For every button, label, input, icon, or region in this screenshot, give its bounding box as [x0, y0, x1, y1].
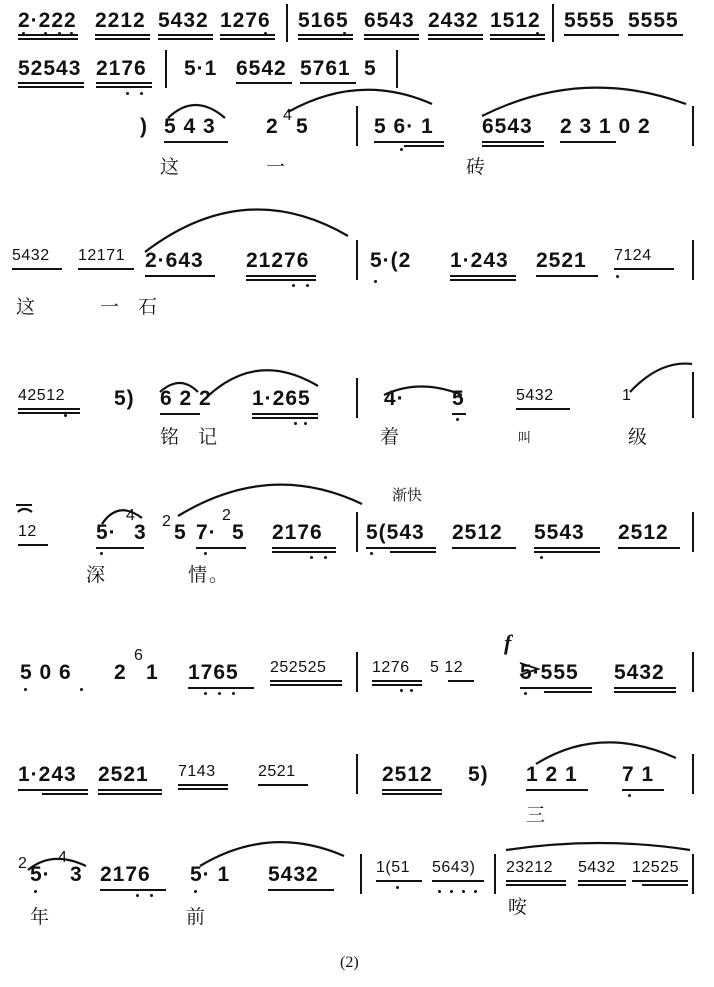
- note-group: 5: [452, 387, 465, 410]
- note-group: 2521: [258, 763, 296, 780]
- note-group: 5432: [614, 661, 665, 684]
- note-group: 2521: [536, 249, 587, 272]
- barline: [356, 754, 358, 794]
- lyric: 一: [266, 156, 288, 178]
- barline: [494, 854, 496, 894]
- note-group: 1276: [372, 659, 410, 676]
- note-group: 5543: [534, 521, 585, 544]
- grace-note: 4: [126, 507, 136, 524]
- lyric: 铭: [160, 426, 182, 448]
- note-group: 12: [18, 523, 37, 540]
- lyric: 前: [186, 906, 208, 928]
- lyric: 石: [138, 296, 160, 318]
- barline: [356, 106, 358, 146]
- lyric: 记: [198, 426, 220, 448]
- page-number: (2): [340, 954, 359, 971]
- grace-note: 4: [283, 107, 293, 124]
- note-group: 5643): [432, 859, 476, 876]
- note-group: 7124: [614, 247, 652, 264]
- note-group: 7 1: [622, 763, 655, 786]
- grace-note: 2: [18, 855, 28, 872]
- note-group: 1276: [220, 9, 271, 32]
- note-group: 5·555: [520, 661, 579, 684]
- note-group: 42512: [18, 387, 65, 404]
- note-group: 5432: [268, 863, 319, 886]
- note-group: 6543: [482, 115, 533, 138]
- note-group: 5: [174, 521, 187, 544]
- note-group: 6542: [236, 57, 287, 80]
- note-group: 4·: [384, 387, 405, 410]
- barline: [286, 4, 288, 42]
- lyric: 着: [380, 426, 402, 448]
- slur: [178, 485, 362, 516]
- note-group: 2·222: [18, 9, 77, 32]
- note-group: 5555: [628, 9, 679, 32]
- note-group: 2176: [96, 57, 147, 80]
- note-group: 5: [232, 521, 245, 544]
- barline: [360, 854, 362, 894]
- note-group: 2212: [95, 9, 146, 32]
- slur: [145, 210, 348, 252]
- note-group: 1: [146, 661, 159, 684]
- barline: [692, 512, 694, 552]
- lyric: 一: [100, 296, 122, 318]
- note-group: 5432: [578, 859, 616, 876]
- note-group: 2 3 1 0 2: [560, 115, 651, 138]
- note-group: 21276: [246, 249, 310, 272]
- note-group: 5165: [298, 9, 349, 32]
- note-group: 23212: [506, 859, 553, 876]
- note-group: 5 4 3: [164, 115, 216, 138]
- note-group: 1512: [490, 9, 541, 32]
- note-group: 2432: [428, 9, 479, 32]
- barline: [165, 50, 167, 88]
- note-group: 5·: [30, 863, 51, 886]
- grace-note: 2: [162, 513, 172, 530]
- barline: [356, 512, 358, 552]
- note-group: 5432: [12, 247, 50, 264]
- note-group: 3: [70, 863, 83, 886]
- note-group: 12171: [78, 247, 125, 264]
- note-group: 5·(2: [370, 249, 412, 272]
- note-group: 12525: [632, 859, 679, 876]
- lyric: 三: [526, 804, 548, 826]
- note-group: 5): [114, 387, 135, 410]
- note-group: 5: [364, 57, 377, 80]
- lyric: 这: [160, 156, 182, 178]
- note-group: 7143: [178, 763, 216, 780]
- slur: [506, 843, 690, 850]
- note-group: 1(51: [376, 859, 411, 876]
- lyric: 这: [16, 296, 38, 318]
- slur: [18, 509, 32, 512]
- grace-note: 6: [134, 647, 144, 664]
- note-group: 5·: [96, 521, 117, 544]
- barline: [692, 106, 694, 146]
- note-group: 3: [134, 521, 147, 544]
- note-group: 6 2 2: [160, 387, 212, 410]
- note-group: 2·643: [145, 249, 204, 272]
- lyric: 深: [86, 564, 108, 586]
- lyric: 叫: [518, 431, 534, 446]
- slur: [536, 742, 676, 764]
- slur: [482, 88, 686, 116]
- note-group: 1: [622, 387, 632, 404]
- note-group: 6543: [364, 9, 415, 32]
- lyric: 级: [628, 426, 650, 448]
- barline: [692, 372, 694, 418]
- note-group: 2176: [100, 863, 151, 886]
- note-group: ): [140, 115, 148, 138]
- note-group: 1·265: [252, 387, 311, 410]
- barline: [396, 50, 398, 88]
- barline: [356, 652, 358, 692]
- note-group: 252525: [270, 659, 327, 676]
- note-group: 5761: [300, 57, 351, 80]
- barline: [692, 754, 694, 794]
- note-group: 2: [266, 115, 279, 138]
- note-group: 5432: [516, 387, 554, 404]
- note-group: 5555: [564, 9, 615, 32]
- barline: [692, 240, 694, 280]
- note-group: 1·243: [18, 763, 77, 786]
- grace-note: 4: [58, 849, 68, 866]
- lyric: 咹: [508, 896, 530, 918]
- note-group: 2512: [382, 763, 433, 786]
- note-group: 2: [114, 661, 127, 684]
- dynamic-marking: f: [504, 630, 512, 655]
- grace-note: 2: [222, 507, 232, 524]
- note-group: 7·: [196, 521, 217, 544]
- note-group: 2521: [98, 763, 149, 786]
- note-group: 2176: [272, 521, 323, 544]
- note-group: 5: [296, 115, 309, 138]
- barline: [356, 378, 358, 418]
- slur: [288, 90, 432, 112]
- tempo-marking: 渐快: [392, 486, 423, 504]
- note-group: 52543: [18, 57, 82, 80]
- barline: [692, 854, 694, 894]
- note-group: 5): [468, 763, 489, 786]
- slur: [630, 364, 692, 392]
- note-group: 1·243: [450, 249, 509, 272]
- note-group: 5(543: [366, 521, 425, 544]
- lyric: 年: [30, 906, 52, 928]
- note-group: 5 12: [430, 659, 464, 676]
- lyric: 情。: [188, 564, 231, 586]
- note-group: 1 2 1: [526, 763, 578, 786]
- note-group: 2512: [452, 521, 503, 544]
- note-group: 5· 1: [190, 863, 231, 886]
- note-group: 2512: [618, 521, 669, 544]
- barline: [552, 4, 554, 42]
- note-group: 5 0 6: [20, 661, 72, 684]
- barline: [356, 240, 358, 280]
- note-group: 1765: [188, 661, 239, 684]
- note-group: 5·1: [184, 57, 218, 80]
- barline: [692, 652, 694, 692]
- lyric: 砖: [466, 156, 488, 178]
- note-group: 5432: [158, 9, 209, 32]
- note-group: 5 6· 1: [374, 115, 434, 138]
